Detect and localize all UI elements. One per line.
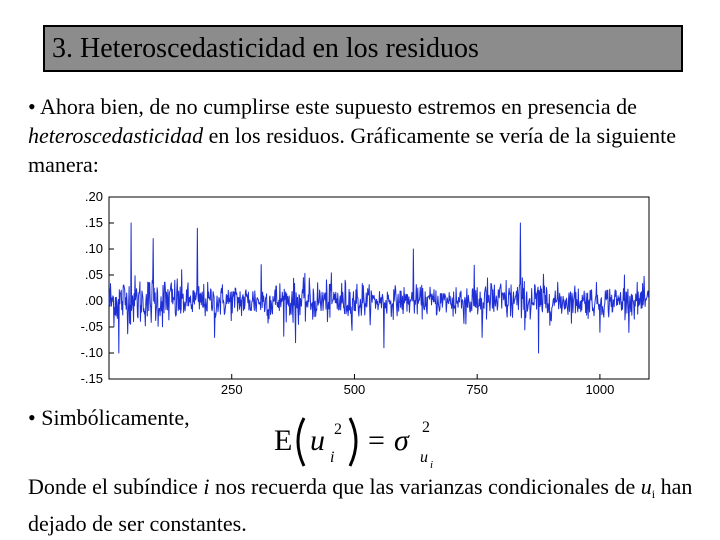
right-paren bbox=[350, 418, 356, 466]
slide-title: 3. Heteroscedasticidad en los residuos bbox=[52, 33, 479, 64]
y-tick-label: .05 bbox=[84, 267, 103, 282]
x-axis bbox=[221, 374, 614, 397]
bullet-symbolic-text: Simbólicamente, bbox=[41, 405, 190, 430]
sigma-power: 2 bbox=[422, 419, 430, 436]
x-tick-label: 250 bbox=[220, 382, 243, 397]
slide-title-box bbox=[43, 25, 683, 72]
y-tick-label: -.05 bbox=[80, 319, 103, 334]
bullet-marker: • bbox=[28, 405, 36, 430]
bullet-text-end: en los residuos. Gráficamente se vería de la siguiente manera: bbox=[28, 123, 676, 177]
bullet-term: heteroscedasticidad bbox=[28, 123, 204, 148]
heteroscedasticity-formula bbox=[272, 410, 462, 472]
sigma-sub-u: u bbox=[420, 449, 428, 466]
y-tick-label: .20 bbox=[84, 189, 103, 204]
bullet-paragraph bbox=[28, 92, 700, 179]
bullet-symbolic bbox=[28, 405, 190, 431]
y-tick-label: -.15 bbox=[80, 371, 103, 386]
footnote-var-u-sub: i bbox=[651, 487, 656, 501]
footnote-text-2: nos recuerda que las varianzas condicionales de bbox=[214, 474, 636, 499]
footnote-text-1: Donde el subíndice bbox=[28, 474, 198, 499]
formula-sub-i: i bbox=[330, 449, 335, 466]
formula-power: 2 bbox=[334, 421, 342, 438]
expectation-symbol: E bbox=[274, 424, 293, 457]
sigma-symbol: σ bbox=[394, 424, 409, 457]
left-paren bbox=[298, 418, 304, 466]
x-tick-label: 750 bbox=[466, 382, 489, 397]
footnote-paragraph bbox=[28, 472, 700, 538]
residuals-chart bbox=[55, 185, 655, 397]
bullet-marker: • bbox=[28, 94, 36, 119]
y-tick-label: .10 bbox=[84, 241, 103, 256]
footnote-var-u: u bbox=[640, 474, 652, 499]
formula-var-u: u bbox=[310, 424, 325, 457]
y-tick-label: -.10 bbox=[80, 345, 103, 360]
y-tick-label: .00 bbox=[84, 293, 103, 308]
residual-series-line bbox=[109, 223, 649, 353]
footnote-text-3: han dejado de ser constantes. bbox=[28, 474, 693, 536]
footnote-index-i: i bbox=[203, 474, 210, 499]
bullet-text-start: Ahora bien, de no cumplirse este supuesto estremos en presencia de bbox=[40, 94, 637, 119]
equals-sign: = bbox=[368, 424, 385, 457]
y-tick-label: .15 bbox=[84, 215, 103, 230]
x-tick-label: 1000 bbox=[585, 382, 615, 397]
plot-frame bbox=[109, 197, 649, 379]
x-tick-label: 500 bbox=[343, 382, 366, 397]
sigma-sub-i: i bbox=[430, 459, 434, 471]
